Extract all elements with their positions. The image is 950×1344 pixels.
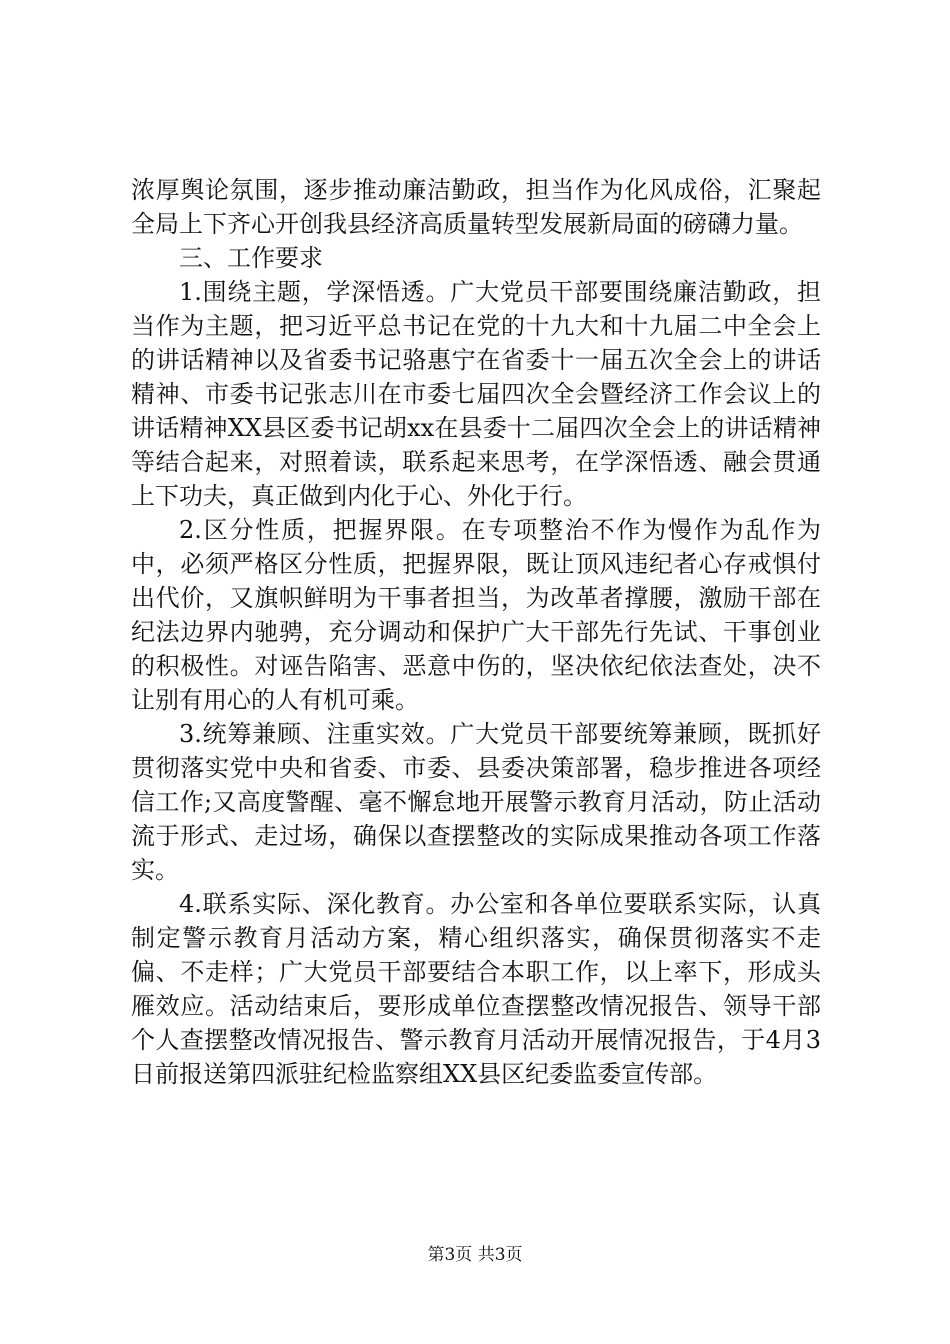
paragraph-item-3: 3.统筹兼顾、注重实效。广大党员干部要统筹兼顾，既抓好贯彻落实党中央和省委、市委、县委决策部署，稳步推进各项经信工作;又高度警醒、毫不懈怠地开展警示教育月活动，防止活动流于形式、走过场，确保以查摆整改的实际成果推动各项工作落实。 [131, 720, 821, 884]
page-footer: 第3页 共3页 [427, 1245, 523, 1265]
paragraph-item-2: 2.区分性质，把握界限。在专项整治不作为慢作为乱作为中，必须严格区分性质，把握界限，既让顶风违纪者心存戒惧付出代价，又旗帜鲜明为干事者担当，为改革者撑腰，激励干部在纪法边界内驰骋，充分调动和保护广大干部先行先试、干事创业的积极性。对诬告陷害、恶意中伤的，坚决依纪依法查处，决不让别有用心的人有机可乘。 [131, 516, 821, 714]
paragraph-continuation: 浓厚舆论氛围，逐步推动廉洁勤政，担当作为化风成俗，汇聚起全局上下齐心开创我县经济高质量转型发展新局面的磅礴力量。 [131, 176, 821, 238]
section-heading-work-requirements: 三、工作要求 [179, 244, 323, 272]
paragraph-item-4: 4.联系实际、深化教育。办公室和各单位要联系实际，认真制定警示教育月活动方案，精心组织落实，确保贯彻落实不走偏、不走样；广大党员干部要结合本职工作，以上率下，形成头雁效应。活动结束后，要形成单位查摆整改情况报告、领导干部个人查摆整改情况报告、警示教育月活动开展情况报告，于4月3日前报送第四派驻纪检监察组XX县区纪委监委宣传部。 [131, 890, 821, 1088]
paragraph-item-1: 1.围绕主题，学深悟透。广大党员干部要围绕廉洁勤政，担当作为主题，把习近平总书记在党的十九大和十九届二中全会上的讲话精神以及省委书记骆惠宁在省委十一届五次全会上的讲话精神、市委书记张志川在市委七届四次全会暨经济工作会议上的讲话精神XX县区委书记胡xx在县委十二届四次全会上的讲话精神等结合起来，对照着读，联系起来思考，在学深悟透、融会贯通上下功夫，真正做到内化于心、外化于行。 [131, 278, 821, 510]
document-body [131, 173, 821, 1091]
